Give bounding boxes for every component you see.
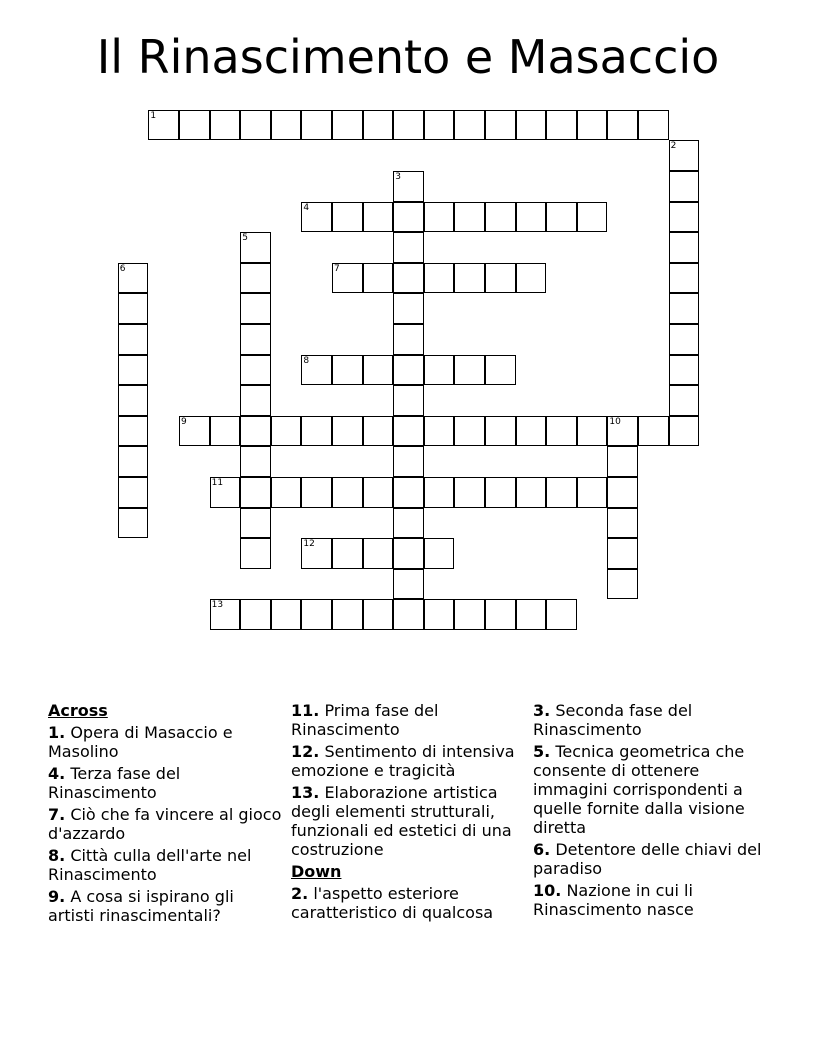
grid-cell[interactable] [148,110,179,141]
clue-number-label: 9 [181,416,187,427]
grid-cell[interactable] [363,263,394,294]
grid-cell[interactable] [485,599,516,630]
clue-number-label: 4 [303,202,310,213]
grid-cell[interactable] [577,477,608,508]
grid-cell[interactable] [607,538,638,569]
clue-number: 12. [291,742,320,761]
grid-cell[interactable] [516,263,547,294]
grid-cell[interactable] [454,416,485,447]
grid-cell[interactable] [424,416,455,447]
grid-cell[interactable] [240,385,271,416]
grid-cell[interactable] [271,477,302,508]
clue-number-label: 2 [670,141,677,152]
grid-cell[interactable] [669,202,700,233]
grid-cell[interactable] [669,140,700,171]
grid-cell[interactable] [424,477,455,508]
grid-cell[interactable] [393,263,424,294]
grid-cell[interactable] [607,446,638,477]
grid-cell[interactable] [210,599,241,630]
grid-cell[interactable] [332,110,363,141]
clue-across-0 [48,723,284,761]
clue-across-1 [48,764,284,802]
clue-text: Nazione in cui li Rinascimento nasce [533,881,694,919]
clue-section-header: Down [291,862,342,881]
grid-cell[interactable] [332,355,363,386]
grid-cell[interactable] [516,416,547,447]
clue-column-1 [48,701,284,928]
grid-cell[interactable] [669,385,700,416]
grid-cell[interactable] [454,202,485,233]
grid-cell[interactable] [240,538,271,569]
clue-down-4 [533,881,769,919]
clue-number-label: 5 [242,233,248,244]
clue-text: Prima fase del Rinascimento [291,701,439,739]
grid-cell[interactable] [669,263,700,294]
grid-cell[interactable] [577,202,608,233]
clue-text: Elaborazione artistica degli elementi strutturali, funzionali ed estetici di una costruzione [291,783,512,859]
grid-cell[interactable] [363,355,394,386]
grid-cell[interactable] [638,416,669,447]
grid-cell[interactable] [516,599,547,630]
grid-cell[interactable] [118,508,149,539]
clue-list [0,701,816,1031]
grid-cell[interactable] [240,232,271,263]
clue-number: 9. [48,887,66,906]
clue-down-2 [533,742,769,837]
clue-number-label: 11 [211,478,224,488]
grid-cell[interactable] [393,324,424,355]
grid-cell[interactable] [607,508,638,539]
clue-number-label: 6 [119,263,126,274]
grid-cell[interactable] [607,477,638,508]
grid-cell[interactable] [485,477,516,508]
grid-cell[interactable] [485,110,516,141]
grid-cell[interactable] [424,110,455,141]
clue-number: 6. [533,840,551,859]
grid-cell[interactable] [240,110,271,141]
grid-cell[interactable] [546,416,577,447]
clue-across-5 [291,701,527,739]
grid-cell[interactable] [363,202,394,233]
clue-across-3 [48,846,284,884]
grid-cell[interactable] [363,538,394,569]
clue-number: 11. [291,701,320,720]
clue-section-header: Across [48,701,108,720]
grid-cell[interactable] [240,324,271,355]
clue-number: 10. [533,881,562,900]
grid-cell[interactable] [240,599,271,630]
clue-across-6 [291,742,527,780]
grid-cell[interactable] [118,385,149,416]
clue-number: 13. [291,783,320,802]
grid-cell[interactable] [393,232,424,263]
clue-column-2 [291,701,527,925]
grid-cell[interactable] [607,569,638,600]
grid-cell[interactable] [393,171,424,202]
grid-cell[interactable] [332,477,363,508]
grid-cell[interactable] [118,355,149,386]
grid-cell[interactable] [669,232,700,263]
grid-cell[interactable] [210,416,241,447]
grid-cell[interactable] [118,477,149,508]
grid-cell[interactable] [638,110,669,141]
grid-cell[interactable] [485,263,516,294]
clue-number-label: 1 [150,110,157,121]
grid-cell[interactable] [301,202,332,233]
grid-cell[interactable] [179,416,210,447]
grid-cell[interactable] [485,355,516,386]
grid-cell[interactable] [393,446,424,477]
grid-cell[interactable] [332,416,363,447]
grid-cell[interactable] [454,110,485,141]
grid-cell[interactable] [240,508,271,539]
clue-number: 7. [48,805,66,824]
clue-number: 5. [533,742,551,761]
grid-cell[interactable] [424,263,455,294]
clue-number: 8. [48,846,66,865]
grid-cell[interactable] [516,202,547,233]
grid-cell[interactable] [118,263,149,294]
grid-cell[interactable] [393,355,424,386]
clue-number: 2. [291,884,309,903]
grid-cell[interactable] [301,599,332,630]
grid-cell[interactable] [546,599,577,630]
grid-cell[interactable] [240,263,271,294]
grid-cell[interactable] [546,110,577,141]
clue-text: l'aspetto esteriore caratteristico di qualcosa [291,884,494,922]
clue-text: Ciò che fa vincere al gioco d'azzardo [48,805,282,843]
grid-cell[interactable] [516,110,547,141]
grid-cell[interactable] [301,355,332,386]
grid-cell[interactable] [240,477,271,508]
grid-cell[interactable] [363,416,394,447]
grid-cell[interactable] [393,508,424,539]
grid-cell[interactable] [393,416,424,447]
grid-cell[interactable] [393,599,424,630]
grid-cell[interactable] [516,477,547,508]
grid-cell[interactable] [240,293,271,324]
grid-cell[interactable] [301,110,332,141]
puzzle-title: Il Rinascimento e Masaccio [96,30,720,84]
grid-cell[interactable] [332,202,363,233]
grid-cell[interactable] [332,538,363,569]
grid-cell[interactable] [424,599,455,630]
clue-down-0 [291,884,527,922]
grid-cell[interactable] [393,110,424,141]
grid-cell[interactable] [454,477,485,508]
clue-text: A cosa si ispirano gli artisti rinascimentali? [48,887,234,925]
clue-text: Opera di Masaccio e Masolino [48,723,233,761]
grid-cell[interactable] [669,293,700,324]
grid-cell[interactable] [363,110,394,141]
clue-text: Tecnica geometrica che consente di ottenere immagini corrispondenti a quelle fornite dalla visione diretta [533,742,745,837]
grid-cell[interactable] [393,538,424,569]
grid-cell[interactable] [424,538,455,569]
grid-cell[interactable] [301,538,332,569]
grid-cell[interactable] [607,416,638,447]
grid-cell[interactable] [454,263,485,294]
grid-cell[interactable] [669,355,700,386]
clue-text: Sentimento di intensiva emozione e tragicità [291,742,515,780]
grid-cell[interactable] [240,446,271,477]
clue-across-4 [48,887,284,925]
clue-text: Terza fase del Rinascimento [48,764,181,802]
grid-cell[interactable] [454,599,485,630]
clue-number-label: 7 [334,263,340,274]
grid-cell[interactable] [118,416,149,447]
clue-down-3 [533,840,769,878]
clue-across-7 [291,783,527,859]
grid-cell[interactable] [393,202,424,233]
grid-cell[interactable] [179,110,210,141]
grid-cell[interactable] [546,477,577,508]
grid-cell[interactable] [393,385,424,416]
clue-number-label: 10 [609,416,621,427]
grid-cell[interactable] [454,355,485,386]
grid-cell[interactable] [210,110,241,141]
clue-text: Città culla dell'arte nel Rinascimento [48,846,252,884]
grid-cell[interactable] [577,416,608,447]
grid-cell[interactable] [363,477,394,508]
grid-cell[interactable] [424,202,455,233]
grid-cell[interactable] [424,355,455,386]
grid-cell[interactable] [271,416,302,447]
grid-cell[interactable] [240,355,271,386]
clue-across-2 [48,805,284,843]
grid-cell[interactable] [332,599,363,630]
clue-number: 1. [48,723,66,742]
clue-number: 4. [48,764,66,783]
clue-text: Detentore delle chiavi del paradiso [533,840,762,878]
grid-cell[interactable] [669,324,700,355]
grid-cell[interactable] [363,599,394,630]
grid-cell[interactable] [546,202,577,233]
grid-cell[interactable] [118,293,149,324]
grid-cell[interactable] [485,202,516,233]
grid-cell[interactable] [485,416,516,447]
clue-number-label: 13 [211,600,224,611]
grid-cell[interactable] [669,416,700,447]
grid-cell[interactable] [393,569,424,600]
grid-cell[interactable] [393,477,424,508]
grid-cell[interactable] [118,324,149,355]
grid-cell[interactable] [271,110,302,141]
clue-number-label: 3 [395,172,401,182]
grid-cell[interactable] [577,110,608,141]
grid-cell[interactable] [332,263,363,294]
grid-cell[interactable] [607,110,638,141]
grid-cell[interactable] [240,416,271,447]
clue-number: 3. [533,701,551,720]
grid-cell[interactable] [271,599,302,630]
grid-cell[interactable] [118,446,149,477]
grid-cell[interactable] [210,477,241,508]
grid-cell[interactable] [393,293,424,324]
grid-cell[interactable] [669,171,700,202]
grid-cell[interactable] [301,416,332,447]
clue-column-3 [533,701,769,922]
clue-number-label: 12 [303,539,315,550]
clue-text: Seconda fase del Rinascimento [533,701,693,739]
clue-down-1 [533,701,769,739]
grid-cell[interactable] [301,477,332,508]
clue-number-label: 8 [303,355,310,366]
